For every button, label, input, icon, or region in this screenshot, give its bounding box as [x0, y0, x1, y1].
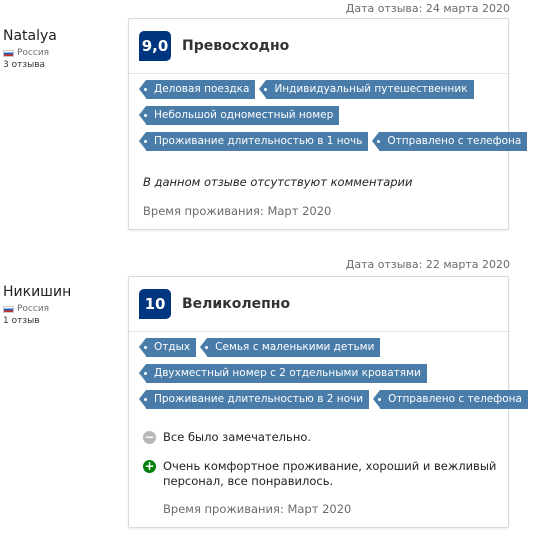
- review-tags: [139, 80, 522, 158]
- reviewer-name: Никишин: [3, 284, 72, 300]
- score-badge: 10: [139, 289, 171, 319]
- positive-comment: [143, 459, 503, 489]
- review-tags: [139, 338, 522, 416]
- reviewer-country: [3, 304, 123, 314]
- reviewer-country: [3, 48, 123, 58]
- reviewer-info: [3, 28, 123, 70]
- score-badge: 9,0: [139, 31, 171, 61]
- card-divider: [129, 331, 508, 332]
- review-2: [0, 256, 538, 538]
- score-word: Превосходно: [182, 38, 290, 54]
- reviewer-country-label: Россия: [17, 304, 50, 314]
- tag: Проживание длительностью в 2 ночи: [146, 390, 369, 409]
- review-date: Дата отзыва: 22 марта 2020: [345, 258, 510, 271]
- reviewer-review-count: 1 отзыв: [3, 316, 40, 326]
- tag: Отправлено с телефона: [380, 390, 528, 409]
- tag: Семья с маленькими детьми: [207, 338, 380, 357]
- score-row: [139, 289, 290, 319]
- minus-circle-icon: −: [144, 430, 155, 444]
- stay-period: Время проживания: Март 2020: [143, 204, 332, 218]
- review-card: [128, 18, 522, 230]
- russia-flag-icon: [3, 306, 14, 313]
- reviewer-country-label: Россия: [17, 48, 50, 58]
- tag: Проживание длительностью в 1 ночь: [146, 132, 368, 151]
- review-card: [128, 276, 522, 528]
- negative-comment: [143, 430, 311, 445]
- tag: Деловая поездка: [146, 80, 255, 99]
- review-date: Дата отзыва: 24 марта 2020: [345, 2, 510, 15]
- negative-comment-text: Все было замечательно.: [163, 430, 312, 444]
- tag: Отправлено с телефона: [379, 132, 527, 151]
- score-row: [139, 31, 289, 61]
- score-word: Великолепно: [182, 296, 291, 312]
- tag: Отдых: [146, 338, 196, 357]
- positive-comment-text: Очень комфортное проживание, хороший и вежливый персонал, все понравилось.: [163, 459, 497, 488]
- russia-flag-icon: [3, 50, 14, 57]
- plus-circle-icon: +: [144, 459, 155, 473]
- tag: Индивидуальный путешественник: [266, 80, 473, 99]
- reviewer-info: [3, 284, 123, 326]
- tag: Небольшой одноместный номер: [146, 106, 339, 125]
- review-1: [0, 0, 538, 256]
- stay-period: Время проживания: Март 2020: [163, 502, 352, 516]
- no-comment-text: В данном отзыве отсутствуют комментарии: [143, 175, 413, 189]
- reviewer-review-count: 3 отзыва: [3, 60, 46, 70]
- reviewer-name: Natalya: [3, 28, 57, 44]
- card-divider: [129, 73, 508, 74]
- tag: Двухместный номер с 2 отдельными кроватями: [146, 364, 427, 383]
